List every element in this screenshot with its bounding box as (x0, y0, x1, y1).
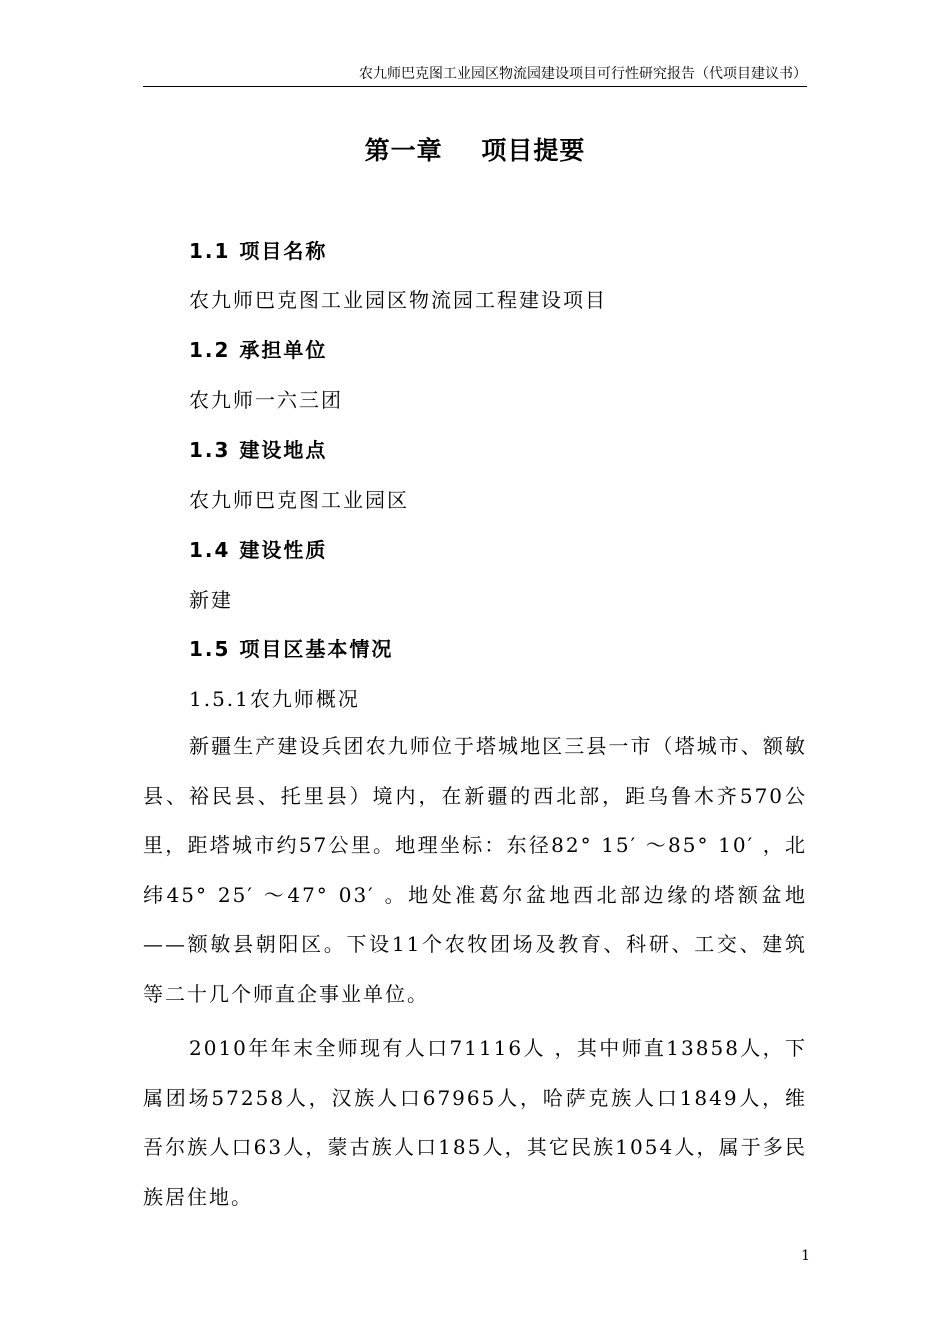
section-heading-construction-site: 1.3 建设地点 (189, 438, 328, 462)
section-content-project-name: 农九师巴克图工业园区物流园工程建设项目 (189, 288, 607, 312)
section-heading-project-area: 1.5 项目区基本情况 (189, 637, 394, 661)
page-number: 1 (801, 1248, 810, 1264)
section-heading-construction-nature: 1.4 建设性质 (189, 538, 328, 562)
subsection-heading-overview: 1.5.1农九师概况 (189, 687, 360, 711)
section-content-construction-nature: 新建 (189, 588, 233, 612)
paragraph-population: 2010年年末全师现有人口71116人 ，其中师直13858人，下属团场57258人，汉族人口67965人，哈萨克族人口1849人，维吾尔族人口63人，蒙古族人口185人，其它民族1054人，属于多民族居住地。 (143, 1036, 807, 1209)
section-content-undertaking-unit: 农九师一六三团 (189, 388, 343, 412)
header-rule (143, 86, 807, 87)
section-heading-undertaking-unit: 1.2 承担单位 (189, 338, 328, 362)
section-content-construction-site: 农九师巴克图工业园区 (189, 488, 409, 512)
section-heading-project-name: 1.1 项目名称 (189, 239, 328, 263)
running-header: 农九师巴克图工业园区物流园建设项目可行性研究报告（代项目建议书） (359, 66, 807, 82)
chapter-title: 第一章 项目提要 (364, 136, 586, 165)
paragraph-overview: 新疆生产建设兵团农九师位于塔城地区三县一市（塔城市、额敏县、裕民县、托里县）境内，在新疆的西北部，距乌鲁木齐570公里，距塔城市约57公里。地理坐标：东径82° 15′ ～85° 10′ ，北纬45° 25′ ～47° 03′ 。地处准葛尔盆地西北部边缘的塔额盆地——额敏县朝阳区。下设11个农牧团场及教育、科研、工交、建筑等二十几个师直企事业单位。 (143, 734, 807, 1006)
